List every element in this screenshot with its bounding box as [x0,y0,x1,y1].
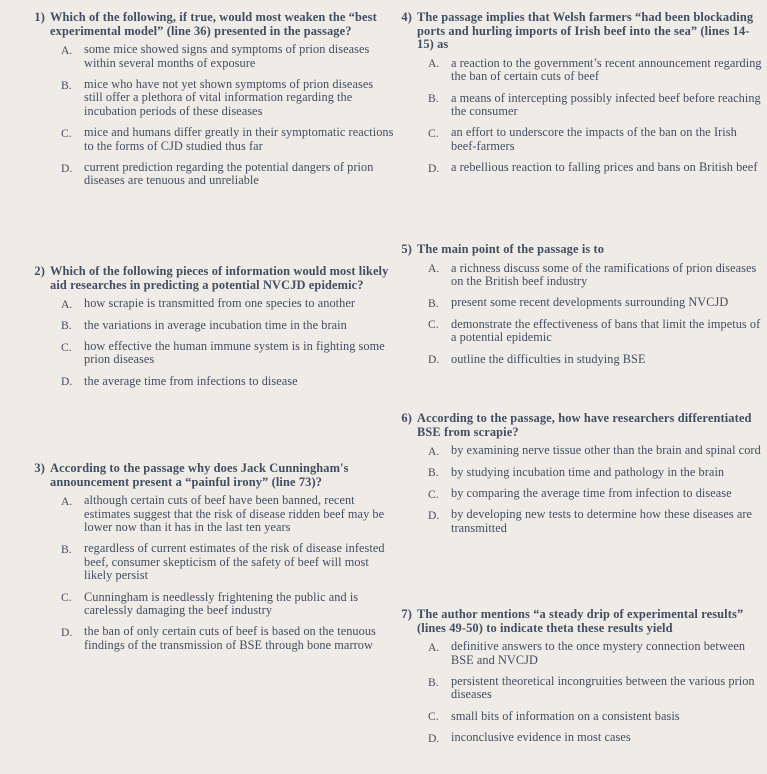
question-block-1 [25,11,395,196]
option-list [392,640,762,744]
question-number: 1) [34,10,45,24]
option-letter: A. [428,640,440,654]
option-list [25,297,395,388]
option-a[interactable] [25,494,395,534]
option-letter: B. [428,675,439,689]
option-list [25,43,395,188]
question-number: 7) [401,607,412,621]
question-header [25,462,395,489]
option-letter: B. [428,466,439,480]
question-number: 2) [34,264,45,278]
option-text: current prediction regarding the potential dangers of prion diseases are tenuous and unreliable [84,160,374,188]
option-d[interactable] [392,161,762,174]
option-a[interactable] [25,43,395,70]
option-b[interactable] [25,319,395,332]
question-header [392,608,762,635]
option-text: the ban of only certain cuts of beef is based on the tenuous findings of the transmission of BSE through bone marrow [84,624,376,652]
option-letter: A. [61,494,73,508]
option-text: the variations in average incubation time in the brain [84,317,347,332]
option-list [25,494,395,652]
option-text: definitive answers to the once mystery connection between BSE and NVCJD [451,639,746,667]
option-text: regardless of current estimates of the risk of disease infested beef, consumer skepticism of the safety of beef will most likely persist [84,541,385,583]
option-letter: B. [61,542,72,556]
option-letter: C. [428,487,439,501]
option-b[interactable] [392,92,762,119]
option-list [392,262,762,366]
question-number: 3) [34,461,45,475]
question-stem: According to the passage, how have researchers differentiated BSE from scrapie? [417,411,752,439]
option-text: how effective the human immune system is in fighting some prion diseases [84,339,385,367]
option-text: outline the difficulties in studying BSE [451,351,646,366]
option-text: by studying incubation time and pathology in the brain [451,464,725,479]
option-letter: C. [428,318,439,332]
option-letter: A. [428,262,440,276]
option-text: mice and humans differ greatly in their symptomatic reactions to the forms of CJD studied thus far [84,125,394,153]
question-header [392,412,762,439]
option-letter: B. [61,319,72,333]
option-letter: C. [61,126,72,140]
option-c[interactable] [392,710,762,723]
question-stem: The passage implies that Welsh farmers “had been blockading ports and hurling imports of Irish beef into the sea” (lines 14-15) as [417,10,754,52]
option-letter: D. [428,161,440,175]
option-b[interactable] [25,542,395,582]
option-letter: C. [61,340,72,354]
option-c[interactable] [25,591,395,618]
option-text: the average time from infections to disease [84,373,298,388]
option-d[interactable] [25,625,395,652]
option-text: a reaction to the government’s recent announcement regarding the ban of certain cuts of beef [451,55,762,84]
option-letter: D. [61,375,73,389]
option-c[interactable] [392,487,762,500]
option-list [392,444,762,535]
option-letter: D. [428,508,440,522]
option-text: an effort to underscore the impacts of the ban on the Irish beef-farmers [451,125,737,153]
option-text: by examining nerve tissue other than the brain and spinal cord [451,443,761,458]
option-c[interactable] [392,126,762,153]
option-text: a means of intercepting possibly infected beef before reaching the consumer [451,90,761,118]
question-stem: Which of the following, if true, would most weaken the “best experimental model” (line 36) presented in the passage? [50,10,377,38]
question-header [392,243,762,257]
question-stem: According to the passage why does Jack Cunningham's announcement present a “painful irony” (line 73)? [50,461,349,489]
option-a[interactable] [392,57,762,84]
option-a[interactable] [392,640,762,667]
option-letter: A. [428,57,440,71]
option-text: a rebellious reaction to falling prices and bans on British beef [451,160,758,175]
option-d[interactable] [392,353,762,366]
option-text: inconclusive evidence in most cases [451,730,631,745]
question-number: 6) [401,411,412,425]
question-header [25,265,395,292]
option-b[interactable] [392,675,762,702]
option-d[interactable] [25,375,395,388]
question-block-5 [392,243,762,374]
option-letter: C. [428,710,439,724]
option-letter: B. [428,296,439,310]
option-letter: D. [61,625,73,639]
option-text: present some recent developments surrounding NVCJD [451,295,729,310]
option-b[interactable] [392,466,762,479]
option-text: small bits of information on a consistent basis [451,708,680,723]
question-stem: Which of the following pieces of information would most likely aid researches in predicting a potential NVCJD epidemic? [50,264,389,292]
option-letter: B. [61,78,72,92]
option-text: how scrapie is transmitted from one species to another [84,296,356,311]
option-text: mice who have not yet shown symptoms of prion diseases still offer a plethora of vital information regarding the incubation periods of these diseases [84,77,374,118]
question-header [392,11,762,52]
option-text: persistent theoretical incongruities between the various prion diseases [451,674,755,702]
question-number: 5) [401,242,412,256]
option-letter: A. [61,43,73,57]
question-stem: The main point of the passage is to [417,242,605,256]
option-letter: C. [61,591,72,605]
option-a[interactable] [392,262,762,289]
question-block-4 [392,11,762,183]
option-d[interactable] [392,508,762,535]
question-header [25,11,395,38]
option-c[interactable] [25,340,395,367]
option-letter: A. [61,297,73,311]
question-block-3 [25,462,395,660]
option-text: demonstrate the effectiveness of bans that limit the impetus of a potential epidemic [451,316,761,345]
option-d[interactable] [392,731,762,744]
option-a[interactable] [392,444,762,457]
option-text: by developing new tests to determine how these diseases are transmitted [451,507,753,535]
question-block-2 [25,265,395,396]
question-number: 4) [401,10,412,24]
option-letter: A. [428,444,440,458]
option-letter: D. [428,731,440,745]
option-letter: D. [61,161,73,175]
option-text: some mice showed signs and symptoms of prion diseases within several months of exposure [84,42,370,70]
option-text: Cunningham is needlessly frightening the public and is carelessly damaging the beef industry [84,589,359,618]
question-block-6 [392,412,762,543]
option-letter: C. [428,126,439,140]
option-c[interactable] [392,318,762,345]
option-d[interactable] [25,161,395,188]
option-text: a richness discuss some of the ramifications of prion diseases on the British beef industry [451,260,757,288]
option-text: although certain cuts of beef have been banned, recent estimates suggest that the risk of disease ridden beef may be lower now than it has in the last ten years [84,493,385,534]
option-c[interactable] [25,126,395,153]
question-stem: The author mentions “a steady drip of experimental results” (lines 49-50) to indicate theta these results yield [417,607,744,635]
option-letter: D. [428,353,440,367]
option-b[interactable] [392,296,762,309]
option-a[interactable] [25,297,395,310]
option-b[interactable] [25,78,395,118]
option-text: by comparing the average time from infection to disease [451,486,732,500]
option-letter: B. [428,92,439,106]
question-block-7 [392,608,762,753]
option-list [392,57,762,175]
